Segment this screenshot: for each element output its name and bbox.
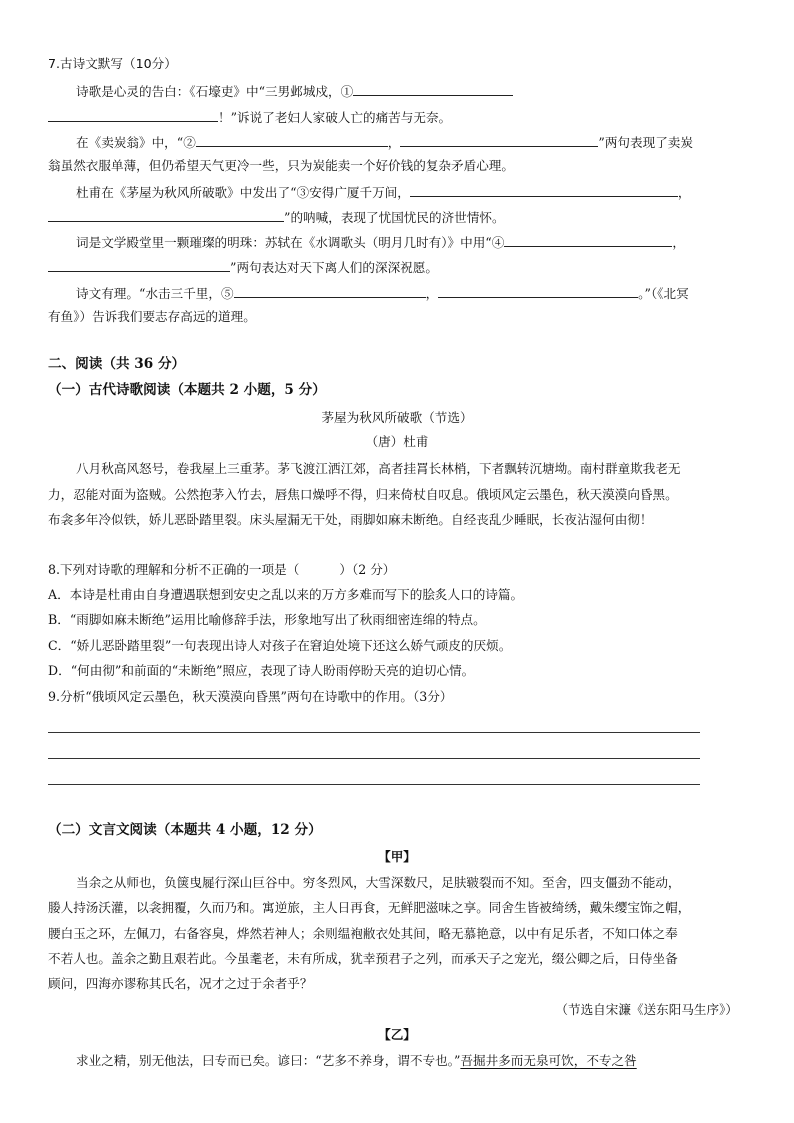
q7-line-3-text: 在《卖炭翁》中，“② bbox=[76, 135, 196, 150]
yi-underlined-sentence: 吾掘井多而无泉可饮，不专之咎 bbox=[460, 1053, 637, 1068]
answer-blank-4a[interactable] bbox=[504, 233, 672, 247]
answer-blank-5a[interactable] bbox=[234, 284, 426, 298]
answer-blank-1a[interactable] bbox=[353, 82, 513, 96]
poem-line-1: 八月秋高风怒号，卷我屋上三重茅。茅飞渡江洒江郊，高者挂罥长林梢，下者飘转沉塘坳。南村群童欺我老无 bbox=[76, 461, 681, 476]
q7-line-5-text: 杜甫在《茅屋为秋风所破歌》中发出了“③安得广厦千万间， bbox=[76, 185, 410, 200]
q7-line-1-text: 诗歌是心灵的告白：《石壕吏》中“三男邺城戍，① bbox=[76, 84, 354, 99]
answer-blank-3b[interactable] bbox=[48, 208, 284, 222]
q7-line-7 bbox=[76, 233, 685, 251]
q7-line-4: 翁虽然衣服单薄，但仍希望天气更冷一些，只为炭能卖一个好价钱的复杂矛盾心理。 bbox=[48, 158, 514, 173]
answer-line-3[interactable] bbox=[48, 784, 700, 785]
q7-line-9-tail: 。”（《北冥 bbox=[638, 286, 689, 301]
q9-stem: 9.分析“俄顷风定云墨色，秋天漠漠向昏黑”两句在诗歌中的作用。（3分） bbox=[48, 689, 453, 704]
poem-author: （唐）杜甫 bbox=[365, 434, 429, 449]
answer-blank-1b[interactable] bbox=[48, 108, 218, 122]
section-2-heading: 二、阅读（共 36 分） bbox=[48, 356, 186, 372]
q7-line-5 bbox=[76, 183, 690, 201]
subsection-2-heading: （二）文言文阅读（本题共 4 小题，12 分） bbox=[48, 822, 322, 838]
answer-line-1[interactable] bbox=[48, 732, 700, 733]
passage-jia-label: 【甲】 bbox=[378, 849, 416, 864]
q7-line-1 bbox=[76, 82, 513, 100]
q7-line-9-text: 诗文有理。“水击三千里，⑤ bbox=[76, 286, 234, 301]
poem-line-3: 布衾多年冷似铁，娇儿恶卧踏里裂。床头屋漏无干处，雨脚如麻未断绝。自经丧乱少睡眠，长夜沾湿何由彻！ bbox=[48, 512, 653, 527]
jia-line-3: 腰白玉之环，左佩刀，右备容臭，烨然若神人；余则缊袍敝衣处其间，略无慕艳意，以中有足乐者，不知口体之奉 bbox=[48, 926, 678, 941]
q7-line-6-text: ”的呐喊，表现了忧国忧民的济世情怀。 bbox=[284, 210, 505, 225]
q7-line-5-comma: ， bbox=[677, 185, 691, 200]
poem-line-2: 力，忍能对面为盗贼。公然抱茅入竹去，唇焦口燥呼不得，归来倚杖自叹息。俄顷风定云墨色，秋天漠漠向昏黑。 bbox=[48, 487, 678, 502]
jia-line-4: 不若人也。盖余之勤且艰若此。今虽耄老，未有所成，犹幸预君子之列，而承天子之宠光，缀公卿之后，日侍坐备 bbox=[48, 951, 678, 966]
yi-line-1 bbox=[76, 1053, 637, 1069]
passage-yi-label: 【乙】 bbox=[378, 1027, 416, 1042]
answer-blank-2b[interactable] bbox=[400, 133, 598, 147]
q7-line-7-comma: ， bbox=[672, 235, 685, 250]
jia-line-2: 媵人持汤沃灌，以衾拥覆，久而乃和。寓逆旅，主人日再食，无鲜肥滋味之享。同舍生皆被绮绣，戴朱缨宝饰之帽， bbox=[48, 900, 691, 915]
q7-line-6 bbox=[48, 208, 505, 226]
q8-option-c: C．“娇儿恶卧踏里裂”一句表现出诗人对孩子在窘迫处境下还这么娇气顽皮的厌烦。 bbox=[48, 638, 512, 653]
answer-line-2[interactable] bbox=[48, 758, 700, 759]
poem-title: 茅屋为秋风所破歌（节选） bbox=[321, 410, 473, 425]
yi-line-1-text: 求业之精，别无他法，曰专而已矣。谚曰：“艺多不养身，谓不专也。” bbox=[76, 1053, 461, 1068]
q8-option-b: B．“雨脚如麻未断绝”运用比喻修辞手法，形象地写出了秋雨细密连绵的特点。 bbox=[48, 612, 486, 627]
jia-line-5: 顾问，四海亦谬称其氏名，况才之过于余者乎？ bbox=[48, 976, 313, 991]
q8-option-a: A．本诗是杜甫由自身遭遇联想到安史之乱以来的万方多难而写下的脍炙人口的诗篇。 bbox=[48, 587, 524, 602]
passage-source: （节选自宋濂《送东阳马生序》） bbox=[555, 1002, 738, 1017]
q7-line-2 bbox=[48, 108, 451, 126]
q7-line-3 bbox=[76, 133, 693, 151]
subsection-1-heading: （一）古代诗歌阅读（本题共 2 小题，5 分） bbox=[48, 382, 326, 398]
answer-blank-5b[interactable] bbox=[438, 284, 638, 298]
q7-line-9-comma: ， bbox=[425, 286, 439, 301]
q7-line-7-text: 词是文学殿堂里一颗璀璨的明珠：苏轼在《水调歌头（明月几时有）》中用“④ bbox=[76, 235, 505, 250]
q7-line-8-text: ”两句表达对天下离人们的深深祝愿。 bbox=[230, 260, 438, 275]
answer-blank-3a[interactable] bbox=[410, 183, 678, 197]
q7-line-10: 有鱼》）告诉我们要志存高远的道理。 bbox=[48, 309, 256, 324]
q8-stem-score: ）（2 分） bbox=[339, 562, 396, 577]
answer-blank-2a[interactable] bbox=[196, 133, 388, 147]
q7-line-3-comma: ， bbox=[387, 135, 401, 150]
q8-stem bbox=[48, 562, 395, 578]
q7-line-8 bbox=[48, 258, 438, 276]
jia-line-1: 当余之从师也，负箧曳屣行深山巨谷中。穷冬烈风，大雪深数尺，足肤皲裂而不知。至舍，四支僵劲不能动， bbox=[76, 875, 681, 890]
q8-stem-text: 8.下列对诗歌的理解和分析不正确的一项是（ bbox=[48, 562, 300, 577]
q7-line-3-tail: ”两句表现了卖炭 bbox=[598, 135, 693, 150]
answer-blank-4b[interactable] bbox=[48, 258, 230, 272]
q7-line-9 bbox=[76, 284, 689, 302]
q8-option-d: D．“何由彻”和前面的“未断绝”照应，表现了诗人盼雨停盼天亮的迫切心情。 bbox=[48, 663, 475, 678]
q7-line-2-text: ！”诉说了老妇人家破人亡的痛苦与无奈。 bbox=[218, 110, 452, 125]
q7-heading: 7.古诗文默写（10分） bbox=[48, 56, 177, 71]
